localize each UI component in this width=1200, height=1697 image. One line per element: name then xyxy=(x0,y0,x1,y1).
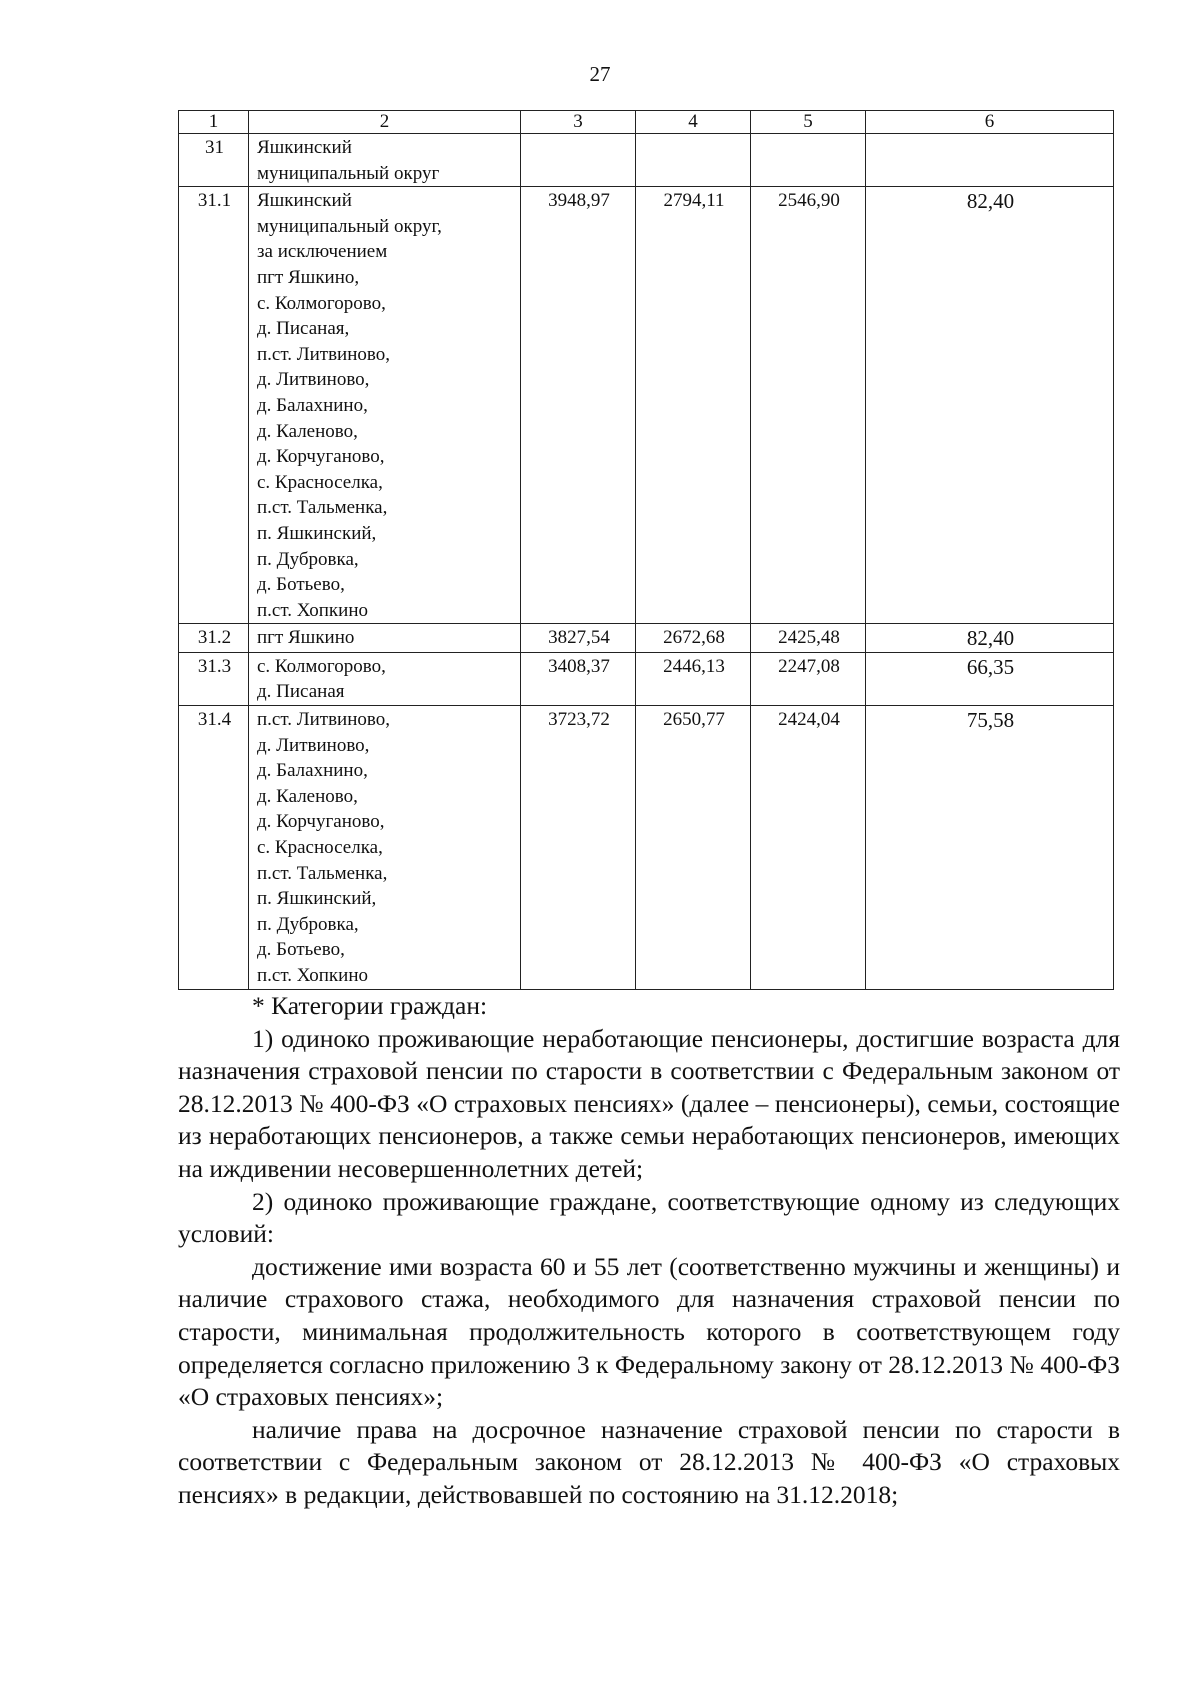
value-col-4 xyxy=(636,134,751,187)
territory-name: пгт Яшкино xyxy=(249,624,521,653)
value-col-5: 2247,08 xyxy=(751,652,866,705)
value-col-6: 82,40 xyxy=(866,187,1114,624)
condition-age-paragraph: достижение ими возраста 60 и 55 лет (соответственно мужчины и женщины) и наличие страхового стажа, необходимого для назначения страховой пенсии по старости, минимальная продолжительность которого в соответствующем году определяется согласно приложению 3 к Федеральному закону от 28.12.2013 № 400-ФЗ «О страховых пенсиях»; xyxy=(178,1251,1120,1412)
header-cell: 2 xyxy=(249,111,521,134)
table-header-row xyxy=(179,111,1114,134)
value-col-6: 66,35 xyxy=(866,652,1114,705)
value-col-3 xyxy=(521,134,636,187)
notes-title: * Категории граждан: xyxy=(252,991,488,1020)
value-col-3: 3723,72 xyxy=(521,706,636,990)
value-col-6 xyxy=(866,134,1114,187)
row-number: 31 xyxy=(179,134,249,187)
row-number: 31.3 xyxy=(179,652,249,705)
value-col-5: 2546,90 xyxy=(751,187,866,624)
table-row xyxy=(179,652,1114,705)
table-row xyxy=(179,624,1114,653)
value-col-6: 82,40 xyxy=(866,624,1114,653)
header-cell: 4 xyxy=(636,111,751,134)
row-number: 31.4 xyxy=(179,706,249,990)
table-row xyxy=(179,706,1114,990)
value-col-6: 75,58 xyxy=(866,706,1114,990)
value-col-5: 2425,48 xyxy=(751,624,866,653)
header-cell: 1 xyxy=(179,111,249,134)
value-col-4: 2446,13 xyxy=(636,652,751,705)
territory-name: с. Колмогорово, д. Писаная xyxy=(249,652,521,705)
value-col-4: 2650,77 xyxy=(636,706,751,990)
territory-name: п.ст. Литвиново, д. Литвиново, д. Балахнино, д. Каленово, д. Корчуганово, с. Красноселка, п.ст. Тальменка, п. Яшкинский, п. Дубровка, д. Ботьево, п.ст. Хопкино xyxy=(249,706,521,990)
header-cell: 3 xyxy=(521,111,636,134)
value-col-3: 3408,37 xyxy=(521,652,636,705)
row-number: 31.1 xyxy=(179,187,249,624)
value-col-4: 2794,11 xyxy=(636,187,751,624)
table-row xyxy=(179,134,1114,187)
value-col-5 xyxy=(751,134,866,187)
category-1-paragraph: 1) одиноко проживающие неработающие пенсионеры, достигшие возраста для назначения страховой пенсии по старости в соответствии с Федеральным законом от 28.12.2013 № 400-ФЗ «О страховых пенсиях» (далее – пенсионеры), семьи, состоящие из неработающих пенсионеров, а также семьи неработающих пенсионеров, имеющих на иждивении несовершеннолетних детей; xyxy=(178,1023,1120,1183)
value-col-3: 3948,97 xyxy=(521,187,636,624)
row-number: 31.2 xyxy=(179,624,249,653)
territory-name: Яшкинский муниципальный округ, за исключением пгт Яшкино, с. Колмогорово, д. Писаная, п.ст. Литвиново, д. Литвиново, д. Балахнино, д. Каленово, д. Корчуганово, с. Красноселка, п.ст. Тальменка, п. Яшкинский, п. Дубровка, д. Ботьево, п.ст. Хопкино xyxy=(249,187,521,624)
tariff-table xyxy=(178,110,1114,990)
header-cell: 6 xyxy=(866,111,1114,134)
value-col-5: 2424,04 xyxy=(751,706,866,990)
page-number: 27 xyxy=(589,62,611,86)
territory-name: Яшкинский муниципальный округ xyxy=(249,134,521,187)
category-2-paragraph: 2) одиноко проживающие граждане, соответствующие одному из следующих условий: xyxy=(178,1186,1120,1249)
value-col-4: 2672,68 xyxy=(636,624,751,653)
value-col-3: 3827,54 xyxy=(521,624,636,653)
footnotes-section xyxy=(178,990,1120,1512)
condition-early-pension-paragraph: наличие права на досрочное назначение страховой пенсии по старости в соответствии с Федеральным законом от 28.12.2013 № 400-ФЗ «О страховых пенсиях» в редакции, действовавшей по состоянию на 31.12.2018; xyxy=(178,1414,1120,1509)
table-row xyxy=(179,187,1114,624)
header-cell: 5 xyxy=(751,111,866,134)
